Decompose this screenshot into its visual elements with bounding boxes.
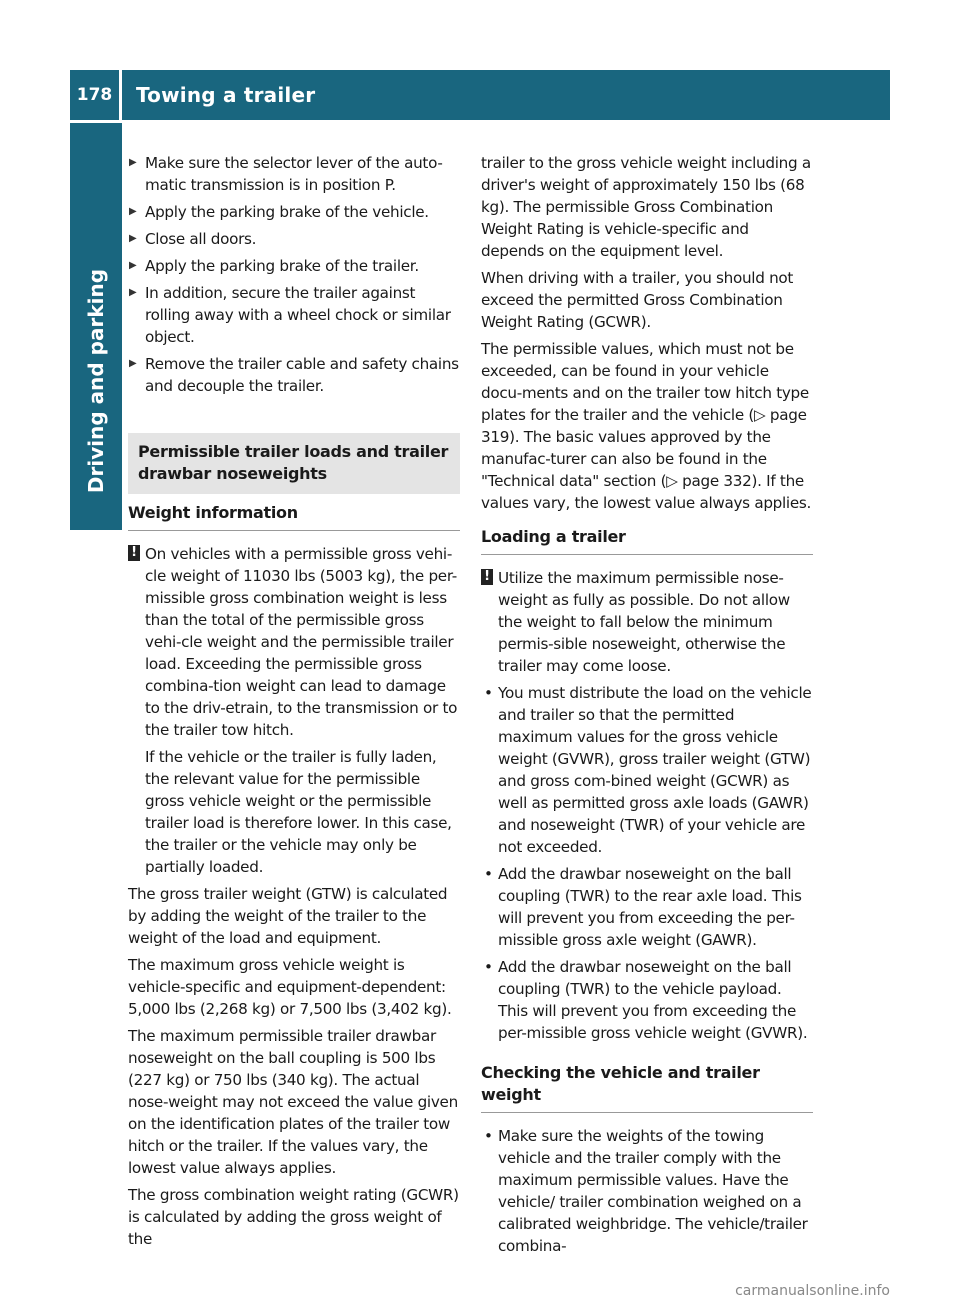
subheading-loading-a-trailer: Loading a trailer — [481, 526, 813, 555]
left-column — [128, 152, 460, 1255]
right-column — [481, 152, 813, 1262]
body-paragraph: The maximum gross vehicle weight is vehicle-specific and equipment-dependent: 5,000 lbs (2,268 kg) or 7,500 lbs (3,402 kg). — [128, 956, 452, 1018]
step-item: ▶ Remove the trailer cable and safety chains and decouple the trailer. — [128, 353, 460, 397]
page-number: 178 — [70, 70, 122, 120]
body-paragraph: The permissible values, which must not be exceeded, can be found in your vehicle docu-ments and on the trailer tow hitch type plates for the trailer and the vehicle (▷ page 319). The basic values approved by the manufac-turer can also be found in the "Technical data" section (▷ page 332). If the values vary, the lowest value always applies. — [481, 340, 812, 512]
warning-paragraph: On vehicles with a permissible gross vehi-cle weight of 11030 lbs (5003 kg), the per-missible gross combination weight is less than the total of the permissible gross vehi-cle weight and the permissible trailer load. Exceeding the permissible gross combina-tion weight can lead to damage to the driv-etrain, to the transmission or to the trailer tow hitch. — [145, 545, 458, 739]
bullet-item: • Add the drawbar noseweight on the ball coupling (TWR) to the rear axle load. This will prevent you from exceeding the per-missible gross axle weight (GAWR). — [481, 863, 813, 951]
warning-icon: ! — [481, 569, 493, 585]
warning-note — [128, 543, 460, 878]
bullet-item: • Make sure the weights of the towing vehicle and the trailer comply with the maximum permissible values. Have the vehicle/ trailer combination weighed on a calibrated weighbridge. The vehicle/trailer combina- — [481, 1125, 813, 1257]
bullet-item: • Add the drawbar noseweight on the ball coupling (TWR) to the vehicle payload. This will prevent you from exceeding the per-missible gross vehicle weight (GVWR). — [481, 956, 813, 1044]
step-item: ▶ Apply the parking brake of the vehicle. — [128, 201, 460, 223]
body-paragraph: The gross trailer weight (GTW) is calculated by adding the weight of the trailer to the weight of the load and equipment. — [128, 885, 448, 947]
watermark: carmanualsonline.info — [735, 1283, 890, 1299]
section-tab-label: Driving and parking — [84, 268, 108, 494]
subheading-checking-weight: Checking the vehicle and trailer weight — [481, 1062, 813, 1113]
step-item: ▶ Apply the parking brake of the trailer. — [128, 255, 460, 277]
subheading-weight-information: Weight information — [128, 502, 460, 531]
warning-paragraph: Utilize the maximum permissible nose-weight as fully as possible. Do not allow the weight to fall below the minimum permis-sible noseweight, otherwise the trailer may come loose. — [498, 569, 790, 675]
warning-paragraph: If the vehicle or the trailer is fully laden, the relevant value for the permissible gross vehicle weight or the permissible trailer load is therefore lower. In this case, the trailer or the vehicle may only be partially loaded. — [145, 748, 452, 876]
step-item: ▶ Make sure the selector lever of the auto-matic transmission is in position P. — [128, 152, 460, 196]
step-item: ▶ Close all doors. — [128, 228, 460, 250]
body-paragraph: The gross combination weight rating (GCWR) is calculated by adding the gross weight of the — [128, 1186, 459, 1248]
body-paragraph: trailer to the gross vehicle weight including a driver's weight of approximately 150 lbs (68 kg). The permissible Gross Combination Weight Rating is vehicle-specific and depends on the equipment level. — [481, 154, 811, 260]
page-header — [70, 70, 890, 120]
body-paragraph: When driving with a trailer, you should not exceed the permitted Gross Combination Weight Rating (GCWR). — [481, 269, 794, 331]
warning-icon: ! — [128, 545, 140, 561]
body-paragraph: The maximum permissible trailer drawbar noseweight on the ball coupling is 500 lbs (227 kg) or 750 lbs (340 kg). The actual nose-weight may not exceed the value given on the identification plates of the trailer tow hitch or the trailer. If the values vary, the lowest value always applies. — [128, 1027, 458, 1177]
step-item: ▶ In addition, secure the trailer against rolling away with a wheel chock or similar object. — [128, 282, 460, 348]
section-heading: Permissible trailer loads and trailer drawbar noseweights — [128, 433, 460, 494]
chapter-title: Towing a trailer — [136, 83, 316, 107]
bullet-item: • You must distribute the load on the vehicle and trailer so that the permitted maximum values for the gross vehicle weight (GVWR), gross trailer weight (GTW) and gross com-bined weight (GCWR) as well as permitted gross axle loads (GAWR) and noseweight (TWR) of your vehicle are not exceeded. — [481, 682, 813, 858]
warning-note — [481, 567, 813, 677]
section-tab — [70, 123, 122, 530]
